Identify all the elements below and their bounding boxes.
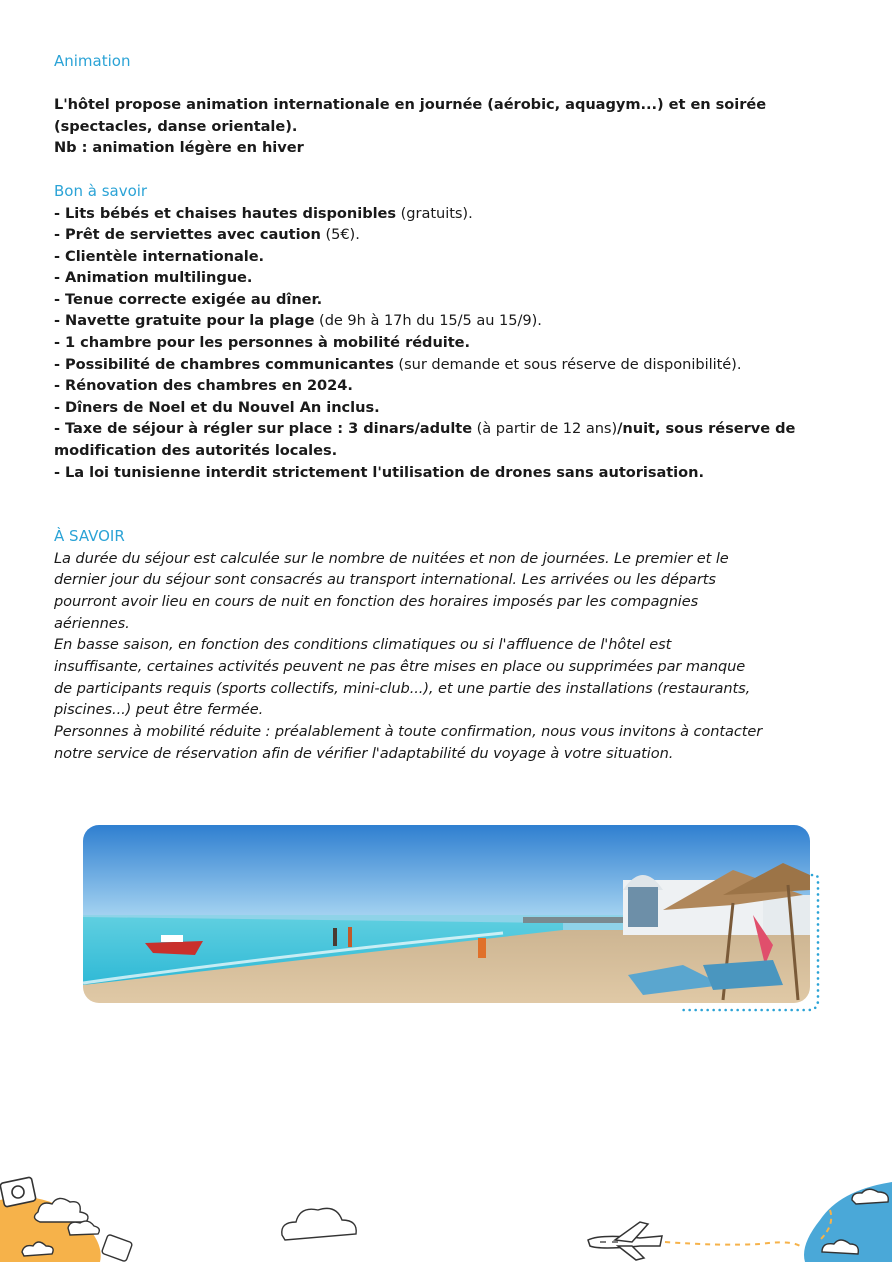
a-savoir-line: pourront avoir lieu en cours de nuit en fonction des horaires imposés par les compagnies bbox=[54, 592, 699, 610]
list-item: - Dîners de Noel et du Nouvel An inclus. bbox=[54, 398, 380, 416]
a-savoir-line: aériennes. bbox=[54, 614, 130, 632]
cloud-icon bbox=[68, 1221, 99, 1235]
animation-line: (spectacles, danse orientale). bbox=[54, 117, 298, 135]
animation-heading: Animation bbox=[54, 52, 131, 70]
list-item-taxe-cont: modification des autorités locales. bbox=[54, 442, 338, 460]
a-savoir-line: En basse saison, en fonction des conditions climatiques ou si l'affluence de l'hôtel est bbox=[54, 636, 672, 654]
a-savoir-line: notre service de réservation afin de vérifier l'adaptabilité du voyage à votre situation. bbox=[54, 744, 674, 762]
camera-icon bbox=[101, 1234, 132, 1262]
list-item: - Rénovation des chambres en 2024. bbox=[54, 377, 353, 395]
a-savoir-heading: À SAVOIR bbox=[54, 527, 125, 545]
list-item-drones: - La loi tunisienne interdit strictement l'utilisation de drones sans autorisation. bbox=[54, 463, 704, 481]
list-item: - Lits bébés et chaises hautes disponibles (gratuits). bbox=[54, 204, 473, 222]
animation-line: Nb : animation légère en hiver bbox=[54, 139, 304, 157]
beach-photo bbox=[83, 825, 810, 1003]
airplane-icon bbox=[588, 1222, 662, 1260]
list-item: - Prêt de serviettes avec caution (5€). bbox=[54, 226, 360, 244]
list-item: - Clientèle internationale. bbox=[54, 247, 265, 265]
a-savoir-line: de participants requis (sports collectifs, mini-club...), et une partie des installations (restaurants, bbox=[54, 679, 751, 697]
list-item: - Possibilité de chambres communicantes (sur demande et sous réserve de disponibilité). bbox=[54, 355, 742, 373]
list-item: - Animation multilingue. bbox=[54, 269, 253, 287]
footer-decorations bbox=[0, 1160, 892, 1262]
animation-line: L'hôtel propose animation internationale en journée (aérobic, aquagym...) et en soirée bbox=[54, 96, 767, 113]
a-savoir-line: La durée du séjour est calculée sur le nombre de nuitées et non de journées. Le premier et le bbox=[54, 549, 729, 567]
list-item: - Navette gratuite pour la plage (de 9h à 17h du 15/5 au 15/9). bbox=[54, 312, 542, 330]
cloud-icon bbox=[282, 1208, 356, 1240]
a-savoir-line: dernier jour du séjour sont consacrés au transport international. Les arrivées ou les départs bbox=[54, 571, 716, 589]
a-savoir-line: piscines...) peut être fermée. bbox=[54, 701, 264, 719]
list-item: - Tenue correcte exigée au dîner. bbox=[54, 290, 323, 308]
bon-a-savoir-heading: Bon à savoir bbox=[54, 182, 148, 200]
a-savoir-line: Personnes à mobilité réduite : préalablement à toute confirmation, nous vous invitons à contacter bbox=[54, 723, 763, 741]
list-item-taxe: - Taxe de séjour à régler sur place : 3 dinars/adulte (à partir de 12 ans)/nuit, sous réserve de bbox=[54, 420, 796, 438]
a-savoir-line: insuffisante, certaines activités peuvent ne pas être mises en place ou supprimées par manque bbox=[54, 658, 746, 676]
list-item: - 1 chambre pour les personnes à mobilité réduite. bbox=[54, 334, 471, 352]
